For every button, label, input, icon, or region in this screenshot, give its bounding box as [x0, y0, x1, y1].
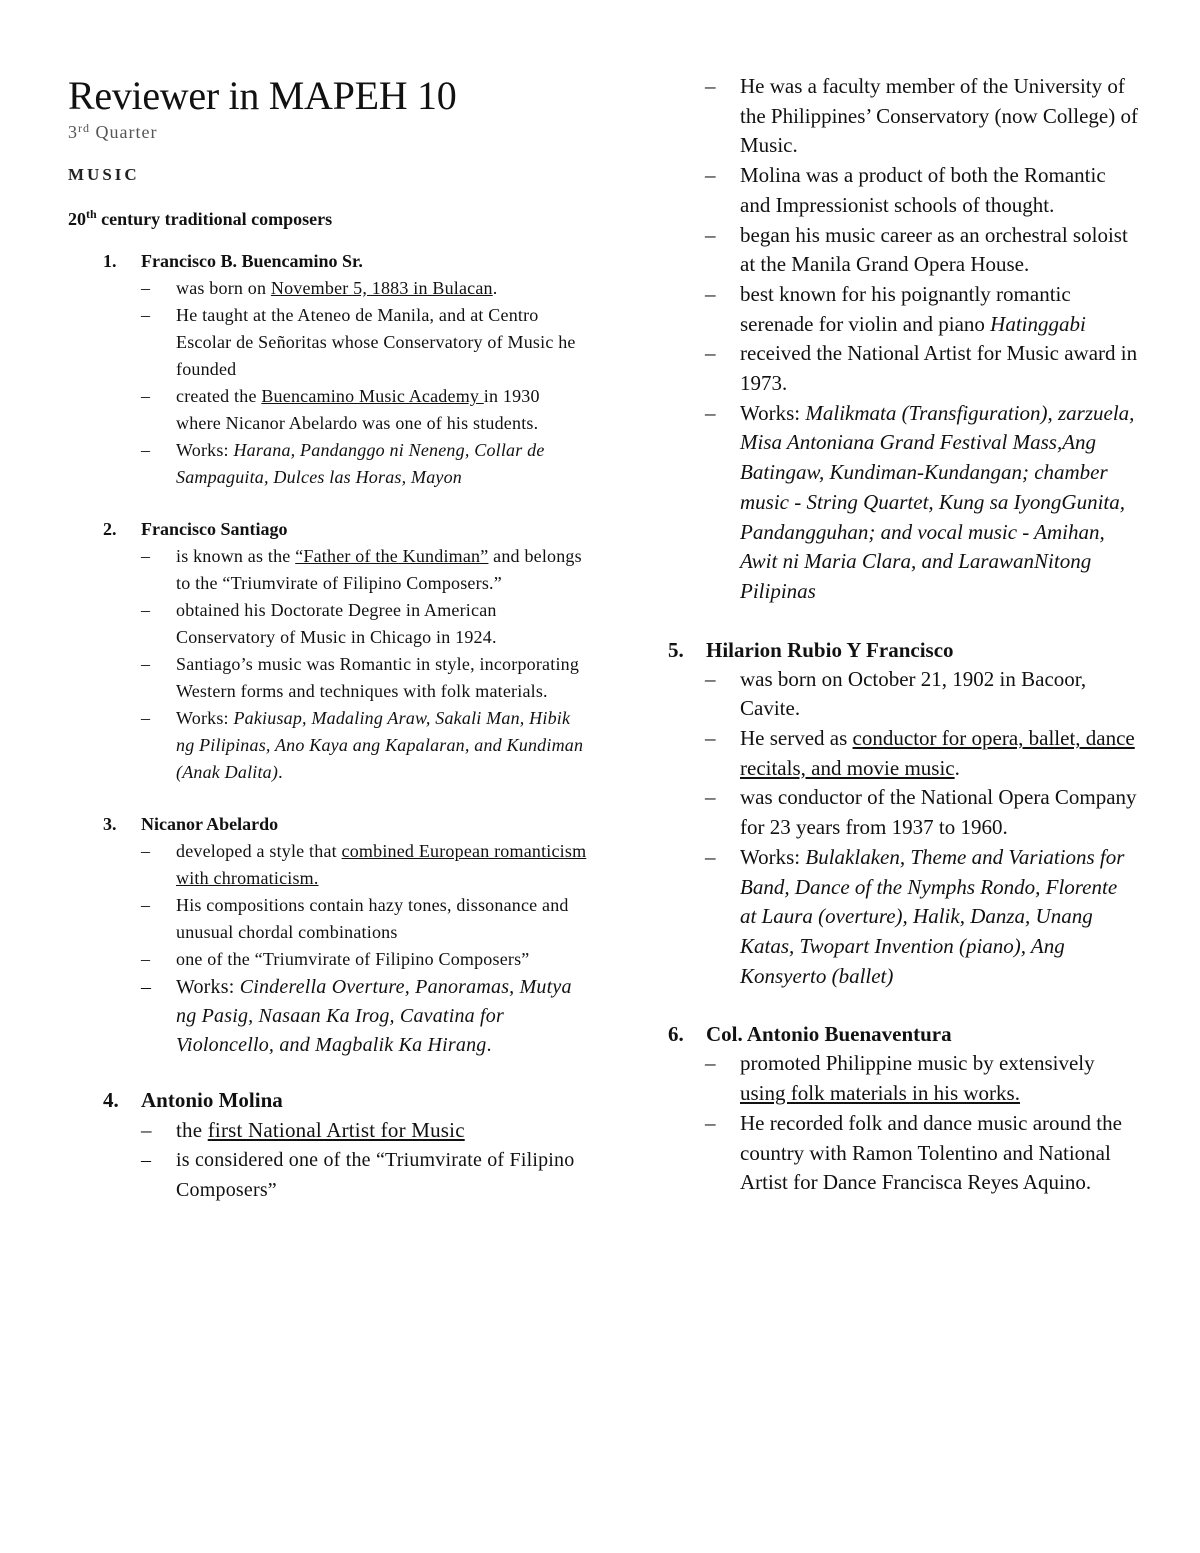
composer-facts	[141, 275, 588, 491]
list-item: – one of the “Triumvirate of Filipino Composers”	[141, 949, 530, 969]
composer-facts	[705, 1049, 1138, 1198]
list-item: – the first National Artist for Music	[141, 1118, 465, 1142]
composer-buenaventura	[668, 1019, 1138, 1198]
list-item: – is considered one of the “Triumvirate of Filipino Composers”	[141, 1149, 575, 1201]
composer-facts	[705, 665, 1138, 992]
list-item: – Works: Cinderella Overture, Panoramas, Mutya ng Pasig, Nasaan Ka Irog, Cavatina for Violoncello, and Magbalik Ka Hirang.	[141, 976, 572, 1056]
composer-molina	[68, 1085, 588, 1205]
list-item: – He was a faculty member of the University of the Philippines’ Conservatory (now College) of Music.	[705, 74, 1138, 158]
list-item: – His compositions contain hazy tones, dissonance and unusual chordal combinations	[141, 895, 569, 942]
composer-heading: 3. Nicanor Abelardo	[103, 814, 279, 834]
list-item: – Molina was a product of both the Romantic and Impressionist schools of thought.	[705, 163, 1106, 217]
composer-molina-continued	[668, 72, 1138, 607]
list-item: – developed a style that combined European romanticism with chromaticism.	[141, 841, 587, 888]
section-heading-music: MUSIC	[68, 165, 140, 184]
quarter-label: 3rd Quarter	[68, 121, 158, 142]
composer-facts	[141, 1115, 588, 1205]
subheading-traditional-composers: 20th century traditional composers	[68, 207, 333, 229]
list-item: – He recorded folk and dance music around the country with Ramon Tolentino and National Artist for Dance Francisca Reyes Aquino.	[705, 1110, 1122, 1195]
composer-abelardo	[68, 811, 588, 1060]
composer-heading: 2. Francisco Santiago	[103, 519, 288, 539]
right-column	[668, 72, 1138, 1198]
list-item: – created the Buencamino Music Academy in 1930 where Nicanor Abelardo was one of his students.	[141, 386, 540, 433]
document-title: Reviewer in MAPEH 10	[68, 73, 457, 118]
composer-rubio	[668, 635, 1138, 992]
composer-heading: 1. Francisco B. Buencamino Sr.	[103, 251, 363, 271]
composer-facts	[141, 838, 588, 1060]
list-item: – promoted Philippine music by extensively using folk materials in his works.	[705, 1051, 1095, 1106]
list-item: – was born on October 21, 1902 in Bacoor, Cavite.	[705, 666, 1087, 721]
list-item: – was born on November 5, 1883 in Bulacan.	[141, 278, 498, 298]
composer-facts	[705, 72, 1138, 607]
list-item: – He served as conductor for opera, ballet, dance recitals, and movie music.	[705, 726, 1135, 780]
composer-facts	[141, 543, 588, 786]
list-item: – began his music career as an orchestral soloist at the Manila Grand Opera House.	[705, 222, 1128, 277]
list-item: – Santiago’s music was Romantic in style, incorporating Western forms and techniques with folk materials.	[141, 654, 580, 701]
composer-heading: 4. Antonio Molina	[103, 1088, 283, 1112]
left-column	[68, 72, 588, 1205]
list-item: – was conductor of the National Opera Company for 23 years from 1937 to 1960.	[705, 785, 1137, 840]
list-item: – obtained his Doctorate Degree in American Conservatory of Music in Chicago in 1924.	[141, 600, 497, 647]
list-item: – Works: Bulaklaken, Theme and Variations for Band, Dance of the Nymphs Rondo, Florente at Laura (overture), Halik, Danza, Unang Katas, Twopart Invention (piano), Ang Konsyerto (ballet)	[705, 844, 1125, 988]
list-item: – best known for his poignantly romantic serenade for violin and piano Hatinggabi	[705, 281, 1086, 336]
list-item: – received the National Artist for Music award in 1973.	[705, 341, 1138, 396]
composer-buencamino	[68, 248, 588, 491]
composer-heading: 5. Hilarion Rubio Y Francisco	[668, 637, 954, 662]
composer-santiago	[68, 516, 588, 786]
list-item: – Works: Harana, Pandanggo ni Neneng, Collar de Sampaguita, Dulces las Horas, Mayon	[141, 440, 545, 487]
list-item: – He taught at the Ateneo de Manila, and at Centro Escolar de Señoritas whose Conservatory of Music he founded	[141, 305, 576, 379]
composer-heading: 6. Col. Antonio Buenaventura	[668, 1022, 952, 1047]
list-item: – is known as the “Father of the Kundiman” and belongs to the “Triumvirate of Filipino Composers.”	[141, 546, 582, 593]
list-item: – Works: Malikmata (Transfiguration), zarzuela, Misa Antoniana Grand Festival Mass,Ang Batingaw, Kundiman-Kundangan; chamber music - String Quartet, Kung sa IyongGunita, Pandangguhan; and vocal music - Amihan, Awit ni Maria Clara, and LarawanNitong Pilipinas	[705, 400, 1135, 603]
list-item: – Works: Pakiusap, Madaling Araw, Sakali Man, Hibik ng Pilipinas, Ano Kaya ang Kapalaran, and Kundiman (Anak Dalita).	[141, 708, 584, 782]
